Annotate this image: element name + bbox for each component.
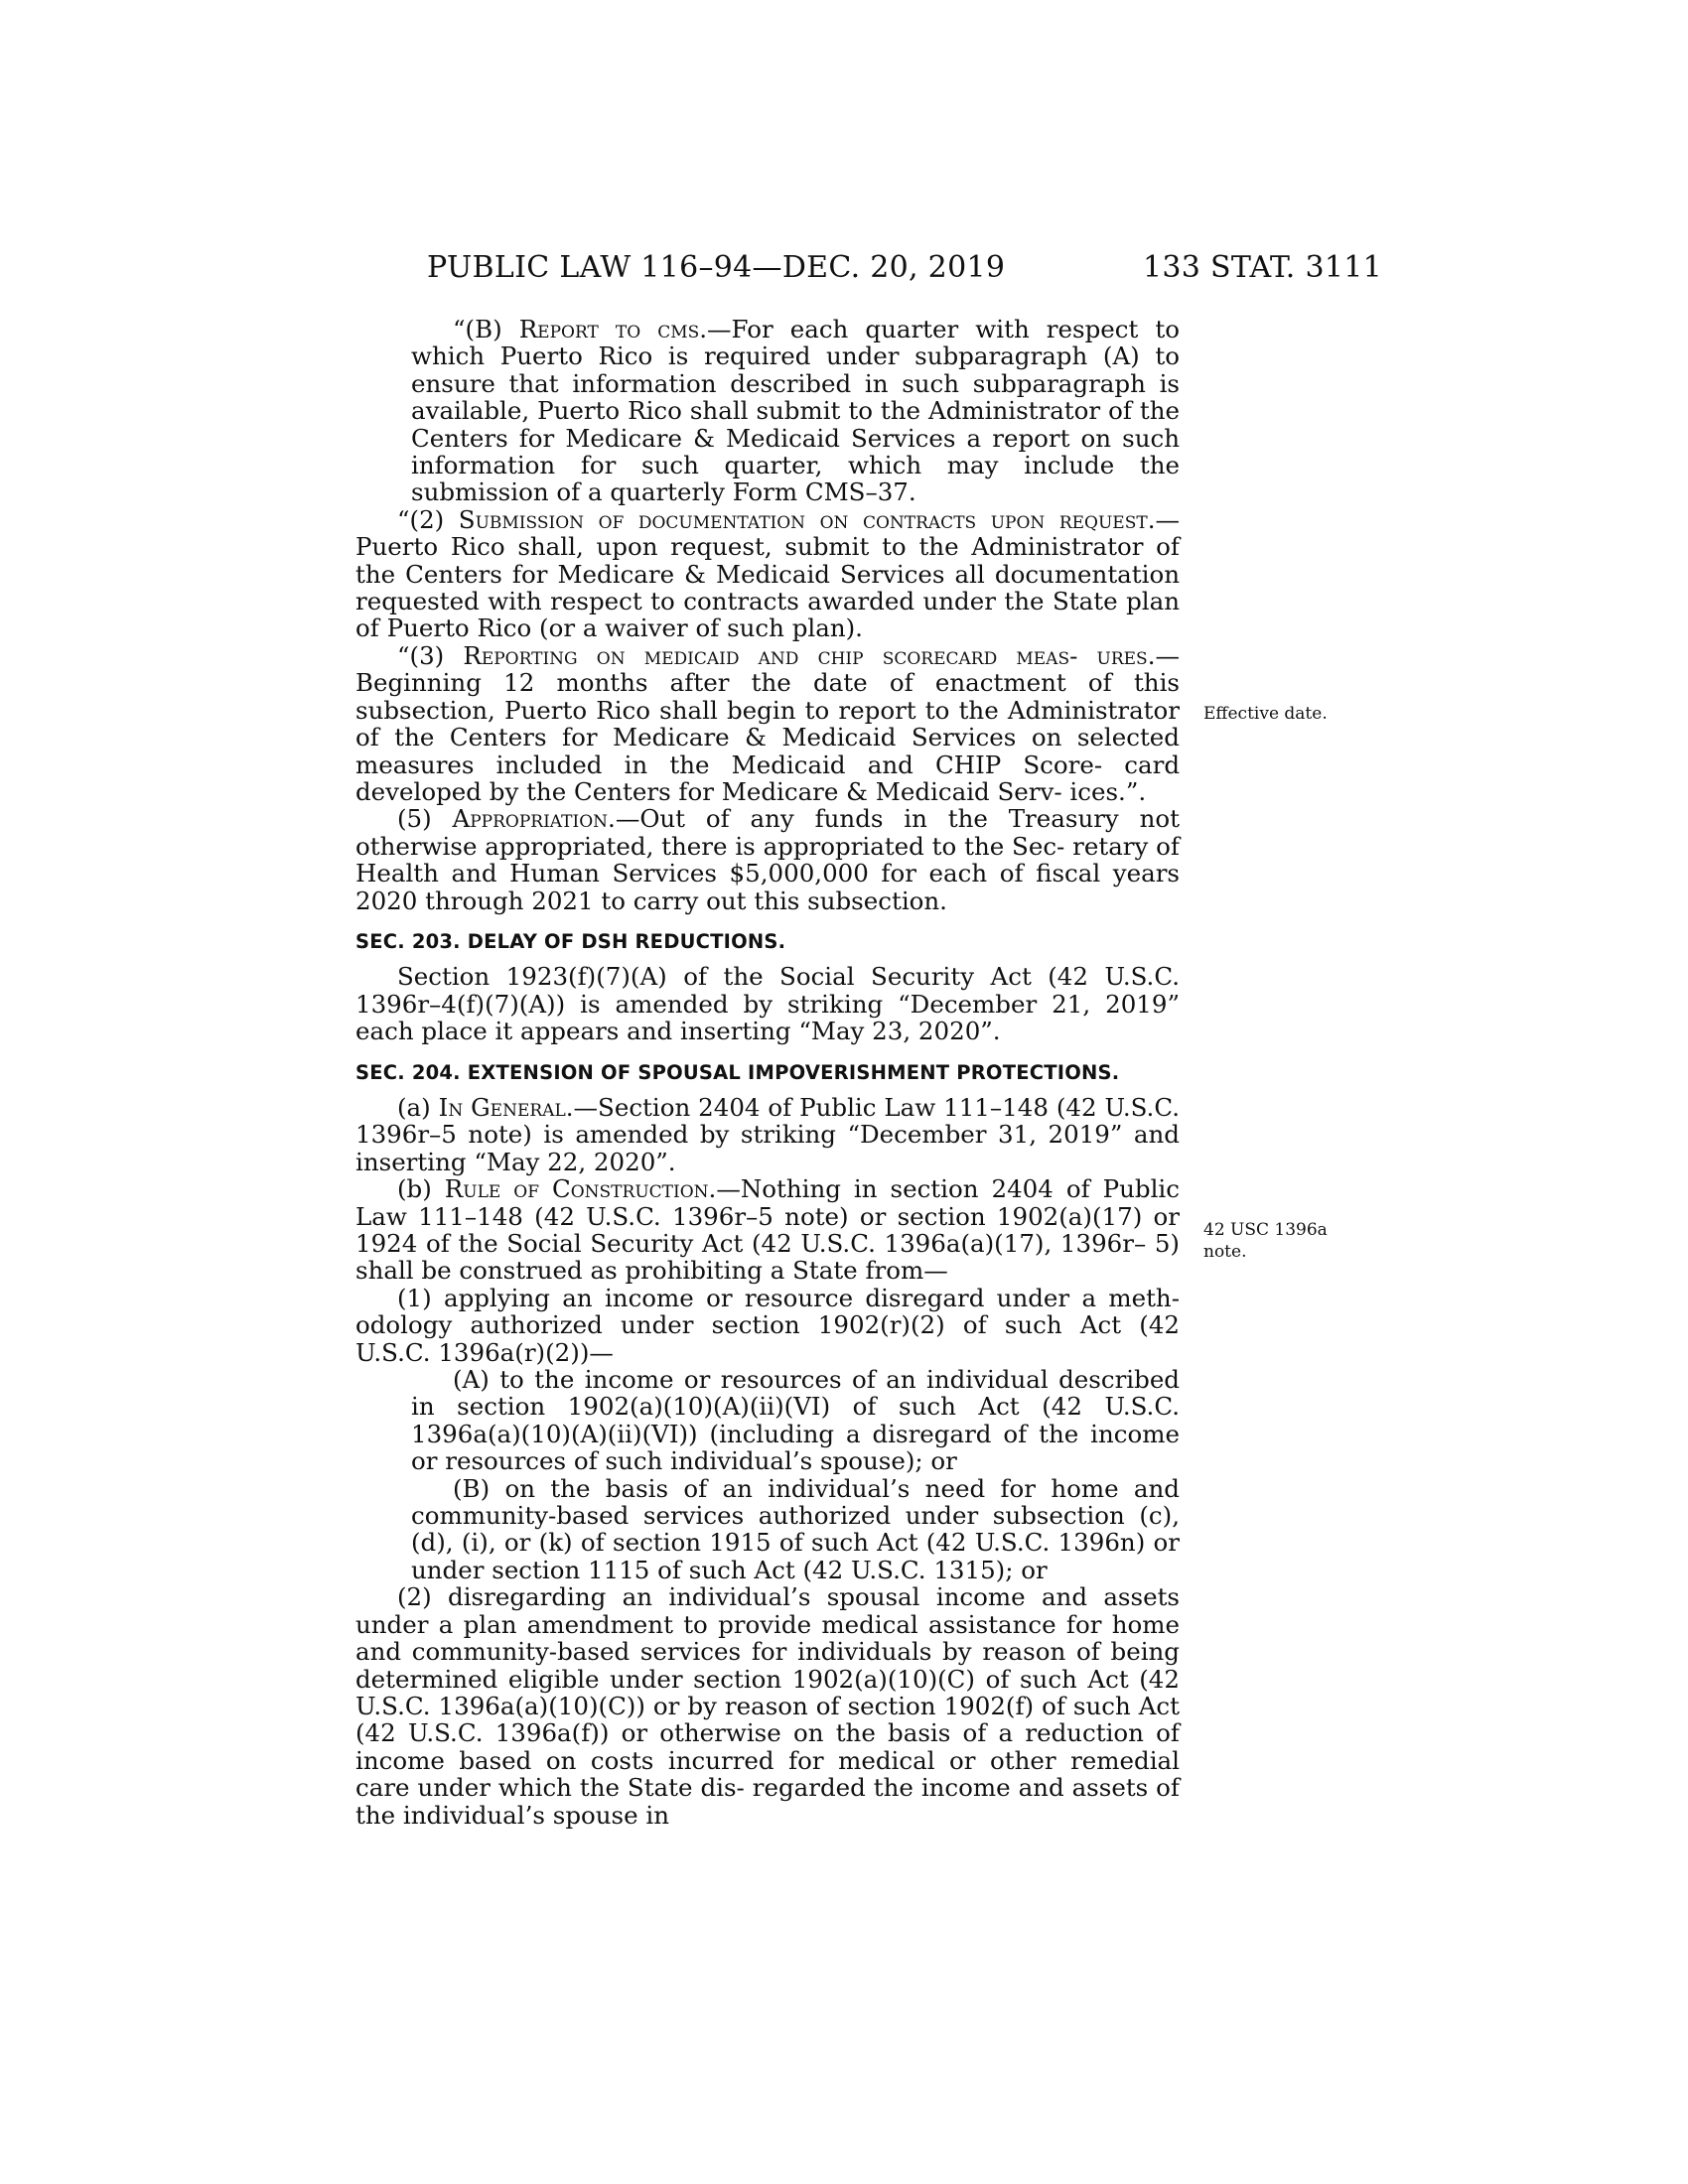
paragraph-b2: (2) disregarding an individual’s spousal income and assets under a plan amendment to provide medical assistance for home and community-based services for individuals by reason of being determined eligible under section 1902(a)(10)(C) of such Act (42 U.S.C. 1396a(a)(10)(C)) or by reason of section 1902(f) of such Act (42 U.S.C. 1396a(f)) or otherwise on the basis of a reduction of income based on costs incurred for medical or other remedial care under which the State dis- regarded the income and assets of the individual’s spouse in — [355, 1582, 1180, 1830]
paragraph-b-report-to-cms: “(B) Report to cms.—For each quarter with respect to which Puerto Rico is required under subparagraph (A) to ensure that information described in such subparagraph is available, Puerto Rico shall submit to the Administrator of the Centers for Medicare & Medicaid Services a report on such information for such quarter, which may include the submission of a quarterly Form CMS–37. — [411, 315, 1180, 507]
margin-note-usc-line1: 42 USC 1396a — [1203, 1220, 1328, 1240]
margin-note-usc-reference — [1203, 1219, 1352, 1263]
heading-in-general: In General. — [438, 1092, 574, 1122]
section-203-text: Section 1923(f)(7)(A) of the Social Security Act (42 U.S.C. 1396r–4(f)(7)(A)) is amended by striking “December 21, 2019” each place it appears and inserting “May 23, 2020”. — [355, 962, 1180, 1046]
paragraph-b1: (1) applying an income or resource disregard under a meth- odology authorized under section 1902(r)(2) of such Act (42 U.S.C. 1396a(r)(2))— — [355, 1283, 1180, 1367]
paragraph-3-scorecard: “(3) Reporting on medicaid and chip scorecard meas- ures.—Beginning 12 months after the date of enactment of this subsection, Puerto Rico shall begin to report to the Administrator of the Centers for Medicare & Medicaid Services on selected measures included in the Medicaid and CHIP Score- card developed by the Centers for Medicare & Medicaid Serv- ices.”. — [355, 640, 1180, 806]
margin-note-effective-date: Effective date. — [1203, 704, 1328, 724]
paragraph-a-in-general: (a) In General.—Section 2404 of Public Law 111–148 (42 U.S.C. 1396r–5 note) is amended by striking “December 31, 2019” and inserting “May 22, 2020”. — [355, 1092, 1180, 1176]
section-203-heading: SEC. 203. DELAY OF DSH REDUCTIONS. — [355, 929, 786, 953]
paragraph-2-submission: “(2) Submission of documentation on contracts upon request.—Puerto Rico shall, upon request, submit to the Administrator of the Centers for Medicare & Medicaid Services all documentation requested with respect to contracts awarded under the State plan of Puerto Rico (or a waiver of such plan). — [355, 504, 1180, 643]
body-text — [355, 316, 1180, 1829]
page-header — [427, 250, 1382, 290]
paragraph-b1b: (B) on the basis of an individual’s need for home and community-based services authorized under subsection (c), (d), (i), or (k) of section 1915 of such Act (42 U.S.C. 1396n) or under section 1115 of such Act (42 U.S.C. 1315); or — [411, 1473, 1180, 1584]
stat-citation: 133 STAT. 3111 — [1143, 250, 1382, 285]
margin-note-usc-line2: note. — [1203, 1242, 1247, 1262]
heading-appropriation: Appropriation. — [452, 804, 616, 834]
heading-report-to-cms: Report to cms. — [518, 315, 708, 343]
heading-submission: Submission of documentation on contracts upon request. — [458, 504, 1156, 534]
paragraph-5-appropriation: (5) Appropriation.—Out of any funds in the Treasury not otherwise appropriated, there is appropriated to the Sec- retary of Health and Human Services $5,000,000 for each of fiscal years 2020 through 2021 to carry out this subsection. — [355, 804, 1180, 915]
section-204-heading: SEC. 204. EXTENSION OF SPOUSAL IMPOVERISHMENT PROTECTIONS. — [355, 1060, 1120, 1084]
heading-scorecard: Reporting on medicaid and chip scorecard meas- ures. — [463, 640, 1156, 670]
heading-rule-of-construction: Rule of Construction. — [444, 1174, 717, 1204]
running-head: PUBLIC LAW 116–94—DEC. 20, 2019 — [427, 250, 1006, 285]
paragraph-b-rule-of-construction: (b) Rule of Construction.—Nothing in section 2404 of Public Law 111–148 (42 U.S.C. 1396r–5 note) or section 1902(a)(17) or 1924 of the Social Security Act (42 U.S.C. 1396a(a)(17), 1396r– 5) shall be construed as prohibiting a State from— — [355, 1174, 1180, 1286]
paragraph-b1a: (A) to the income or resources of an individual described in section 1902(a)(10)(A)(ii)(VI) of such Act (42 U.S.C. 1396a(a)(10)(A)(ii)(VI)) (including a disregard of the income or resources of such individual’s spouse); or — [411, 1365, 1180, 1476]
